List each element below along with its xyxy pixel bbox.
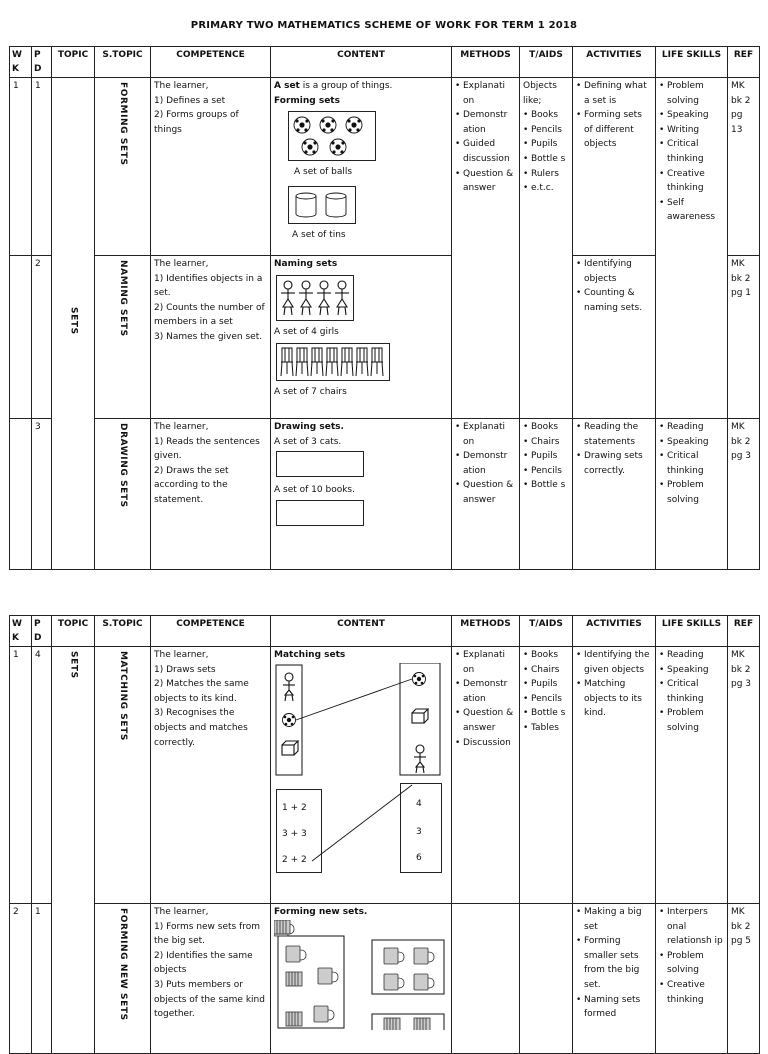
competence-line: The learner, (154, 422, 209, 432)
list-item: • Pupils (523, 449, 569, 464)
list-item: • Books (523, 420, 569, 435)
list-item: • Chairs (523, 663, 569, 678)
subtopic-cell (95, 78, 151, 256)
competence-line: 1) Forms new sets from the big set. (154, 921, 261, 947)
new-sets-figure (274, 920, 448, 1030)
taids-intro: Objects like; (523, 81, 558, 106)
list-item: • Forming sets of different objects (576, 108, 652, 152)
period-cell: 2 (32, 256, 52, 419)
list-item: • Problem solving (659, 949, 724, 978)
topic-cell (52, 78, 95, 570)
drawing-box (276, 451, 364, 477)
list-item: • Guided discussion (455, 137, 516, 166)
list-item: • Books (523, 108, 569, 123)
table-row (10, 904, 760, 1054)
header-life-skills: LIFE SKILLS (656, 47, 728, 78)
header-pd: P D (32, 616, 52, 647)
header-activities: ACTIVITIES (573, 616, 656, 647)
competence-line: The learner, (154, 259, 209, 269)
list-item: • Writing (659, 123, 724, 138)
competence-line: 2) Matches the same objects to its kind. (154, 679, 249, 704)
taids-cell (520, 904, 573, 1054)
period-cell: 3 (32, 419, 52, 570)
activities-cell (573, 904, 656, 1054)
header-content: CONTENT (271, 616, 452, 647)
topic-label: SETS (68, 306, 79, 335)
life-skills-cell (656, 904, 728, 1054)
methods-cell (452, 647, 520, 904)
list-item: • Counting & naming sets. (576, 286, 652, 315)
header-competence: COMPETENCE (151, 47, 271, 78)
list-item: • Explanati on (455, 79, 516, 108)
competence-cell (151, 256, 271, 419)
methods-cell (452, 904, 520, 1054)
content-term: A set (274, 81, 300, 91)
week-cell: 1 (10, 78, 32, 256)
sum-item: 3 + 3 (282, 828, 307, 839)
content-definition: is a group of things. (299, 81, 393, 91)
ref-cell: MK bk 2 pg 5 (728, 904, 760, 1054)
list-item: • Reading the statements (576, 420, 652, 449)
list-item: • Critical thinking (659, 137, 724, 166)
figure-caption: A set of 7 chairs (274, 387, 347, 398)
header-topic: TOPIC (52, 616, 95, 647)
sum-item: 2 + 2 (282, 854, 307, 865)
list-item: • Problem solving (659, 706, 724, 735)
list-item: • Demonstr ation (455, 449, 516, 478)
header-stopic: S.TOPIC (95, 616, 151, 647)
document-title: PRIMARY TWO MATHEMATICS SCHEME OF WORK FOR TERM 1 2018 (190, 20, 578, 31)
week-cell (10, 419, 32, 570)
list-item: • Bottle s (523, 478, 569, 493)
list-item: • Speaking (659, 663, 724, 678)
week-cell (10, 256, 32, 419)
figure-caption: A set of 10 books. (274, 485, 355, 496)
subtopic-cell (95, 904, 151, 1054)
subtopic-cell (95, 647, 151, 904)
ball-icons (290, 113, 374, 159)
header-pd: P D (32, 47, 52, 78)
list-item: • Tables (523, 721, 569, 736)
content-cell (271, 904, 452, 1054)
content-heading: Matching sets (274, 650, 346, 660)
competence-line: 2) Counts the number of members in a set (154, 302, 265, 328)
list-item: • Reading (659, 648, 724, 663)
taids-cell (520, 78, 573, 419)
list-item: • Forming smaller sets from the big set. (576, 934, 652, 992)
period-cell: 1 (32, 904, 52, 1054)
content-cell (271, 647, 452, 904)
list-item: • Problem solving (659, 478, 724, 507)
balls-figure (288, 111, 376, 161)
subtopic-cell (95, 419, 151, 570)
header-row (10, 47, 760, 78)
competence-line: 3) Puts members or objects of the same kind together. (154, 979, 265, 1020)
list-item: • Explanati on (455, 648, 516, 677)
competence-line: 1) Reads the sentences given. (154, 436, 260, 462)
competence-line: 2) Forms groups of things (154, 110, 239, 135)
list-item: • Rulers (523, 167, 569, 182)
content-heading: Forming sets (274, 95, 340, 106)
figure-caption: A set of tins (292, 229, 346, 240)
subtopic-label: DRAWING SETS (117, 423, 128, 508)
competence-line: 3) Recognises the objects and matches correctly. (154, 708, 248, 748)
competence-cell (151, 904, 271, 1054)
life-skills-cell (656, 78, 728, 419)
competence-cell (151, 419, 271, 570)
figure-caption: A set of balls (294, 167, 353, 178)
list-item: • Demonstr ation (455, 108, 516, 137)
answer-item: 4 (416, 798, 422, 809)
list-item: • Pencils (523, 692, 569, 707)
life-skills-cell (656, 419, 728, 570)
list-item: • Question & answer (455, 167, 516, 196)
competence-line: 2) Draws the set according to the statement. (154, 465, 229, 505)
figure-caption: A set of 3 cats. (274, 436, 342, 447)
list-item: • Discussion (455, 736, 516, 751)
content-heading: Drawing sets. (274, 422, 344, 432)
table-row (10, 78, 760, 256)
list-item: • Pupils (523, 677, 569, 692)
list-item: • Creative thinking (659, 978, 724, 1007)
list-item: • Pupils (523, 137, 569, 152)
list-item: • Naming sets formed (576, 993, 652, 1022)
ref-cell: MK bk 2 pg 1 (728, 256, 760, 419)
activities-cell (573, 78, 656, 256)
header-ref: REF (728, 616, 760, 647)
figure-caption: A set of 4 girls (274, 326, 339, 337)
table-row (10, 647, 760, 904)
drawing-box (276, 500, 364, 526)
list-item: • Chairs (523, 435, 569, 450)
list-item: • Identifying the given objects (576, 648, 652, 677)
subtopic-label: FORMING NEW SETS (117, 908, 128, 1021)
list-item: • Matching objects to its kind. (576, 677, 652, 721)
competence-line: The learner, (154, 650, 209, 660)
activities-cell (573, 256, 656, 419)
list-item: • Creative thinking (659, 167, 724, 196)
list-item: • Problem solving (659, 79, 724, 108)
competence-cell (151, 647, 271, 904)
scheme-table-2 (9, 615, 760, 1054)
matching-figure (274, 663, 448, 893)
list-item: • Pencils (523, 464, 569, 479)
content-cell (271, 78, 452, 256)
list-item: • Bottle s (523, 706, 569, 721)
table-row (10, 419, 760, 570)
girl-icons (278, 277, 352, 319)
list-item: • Pencils (523, 123, 569, 138)
methods-cell (452, 419, 520, 570)
tin-icons (291, 190, 353, 220)
answer-item: 3 (416, 826, 422, 837)
header-wk: W K (10, 47, 32, 78)
competence-line: 1) Identifies objects in a set. (154, 273, 263, 299)
list-item: • Defining what a set is (576, 79, 652, 108)
header-content: CONTENT (271, 47, 452, 78)
period-cell: 1 (32, 78, 52, 256)
content-heading: Forming new sets. (274, 907, 368, 917)
content-cell (271, 256, 452, 419)
header-wk: W K (10, 616, 32, 647)
header-life-skills: LIFE SKILLS (656, 616, 728, 647)
subtopic-label: NAMING SETS (117, 260, 128, 337)
header-methods: METHODS (452, 47, 520, 78)
life-skills-cell (656, 647, 728, 904)
list-item: • Critical thinking (659, 449, 724, 478)
header-activities: ACTIVITIES (573, 47, 656, 78)
topic-cell (52, 647, 95, 1054)
list-item: • Explanati on (455, 420, 516, 449)
list-item: • Identifying objects (576, 257, 652, 286)
chair-icons (278, 345, 388, 379)
topic-label: SETS (68, 651, 79, 679)
header-competence: COMPETENCE (151, 616, 271, 647)
cups-books-icons (274, 920, 450, 1030)
header-taids: T/AIDS (520, 47, 573, 78)
list-item: • Question & answer (455, 478, 516, 507)
competence-line: 3) Names the given set. (154, 331, 263, 342)
week-cell: 1 (10, 647, 32, 904)
ref-cell: MK bk 2 pg 3 (728, 419, 760, 570)
table-row (10, 256, 760, 419)
matching-objects-icons (274, 663, 448, 779)
competence-line: 2) Identifies the same objects (154, 950, 253, 976)
header-stopic: S.TOPIC (95, 47, 151, 78)
list-item: • Question & answer (455, 706, 516, 735)
competence-cell (151, 78, 271, 256)
header-methods: METHODS (452, 616, 520, 647)
ref-cell: MK bk 2 pg 3 (728, 647, 760, 904)
header-row (10, 616, 760, 647)
answer-item: 6 (416, 852, 422, 863)
list-item: • e.t.c. (523, 181, 569, 196)
content-heading: Naming sets (274, 259, 338, 269)
methods-cell (452, 78, 520, 419)
content-cell (271, 419, 452, 570)
subtopic-cell (95, 256, 151, 419)
girls-figure (276, 275, 354, 321)
subtopic-label: FORMING SETS (117, 82, 128, 166)
sum-item: 1 + 2 (282, 802, 307, 813)
activities-cell (573, 419, 656, 570)
list-item: • Speaking (659, 435, 724, 450)
list-item: • Speaking (659, 108, 724, 123)
subtopic-label: MATCHING SETS (117, 651, 128, 741)
ref-cell: MK bk 2 pg 13 (728, 78, 760, 256)
list-item: • Self awareness (659, 196, 724, 225)
header-topic: TOPIC (52, 47, 95, 78)
list-item: • Critical thinking (659, 677, 724, 706)
list-item: • Reading (659, 420, 724, 435)
list-item: • Drawing sets correctly. (576, 449, 652, 478)
competence-line: The learner, (154, 81, 209, 91)
list-item: • Making a big set (576, 905, 652, 934)
list-item: • Demonstr ation (455, 677, 516, 706)
taids-cell (520, 647, 573, 904)
taids-cell (520, 419, 573, 570)
scheme-table-1 (9, 46, 760, 570)
list-item: • Books (523, 648, 569, 663)
chairs-figure (276, 343, 390, 381)
period-cell: 4 (32, 647, 52, 904)
competence-line: 1) Draws sets (154, 664, 216, 675)
competence-line: The learner, (154, 907, 209, 917)
header-ref: REF (728, 47, 760, 78)
week-cell: 2 (10, 904, 32, 1054)
header-taids: T/AIDS (520, 616, 573, 647)
tins-figure (288, 186, 356, 224)
list-item: • Interpers onal relationsh ip (659, 905, 724, 949)
activities-cell (573, 647, 656, 904)
list-item: • Bottle s (523, 152, 569, 167)
competence-line: 1) Defines a set (154, 95, 226, 106)
